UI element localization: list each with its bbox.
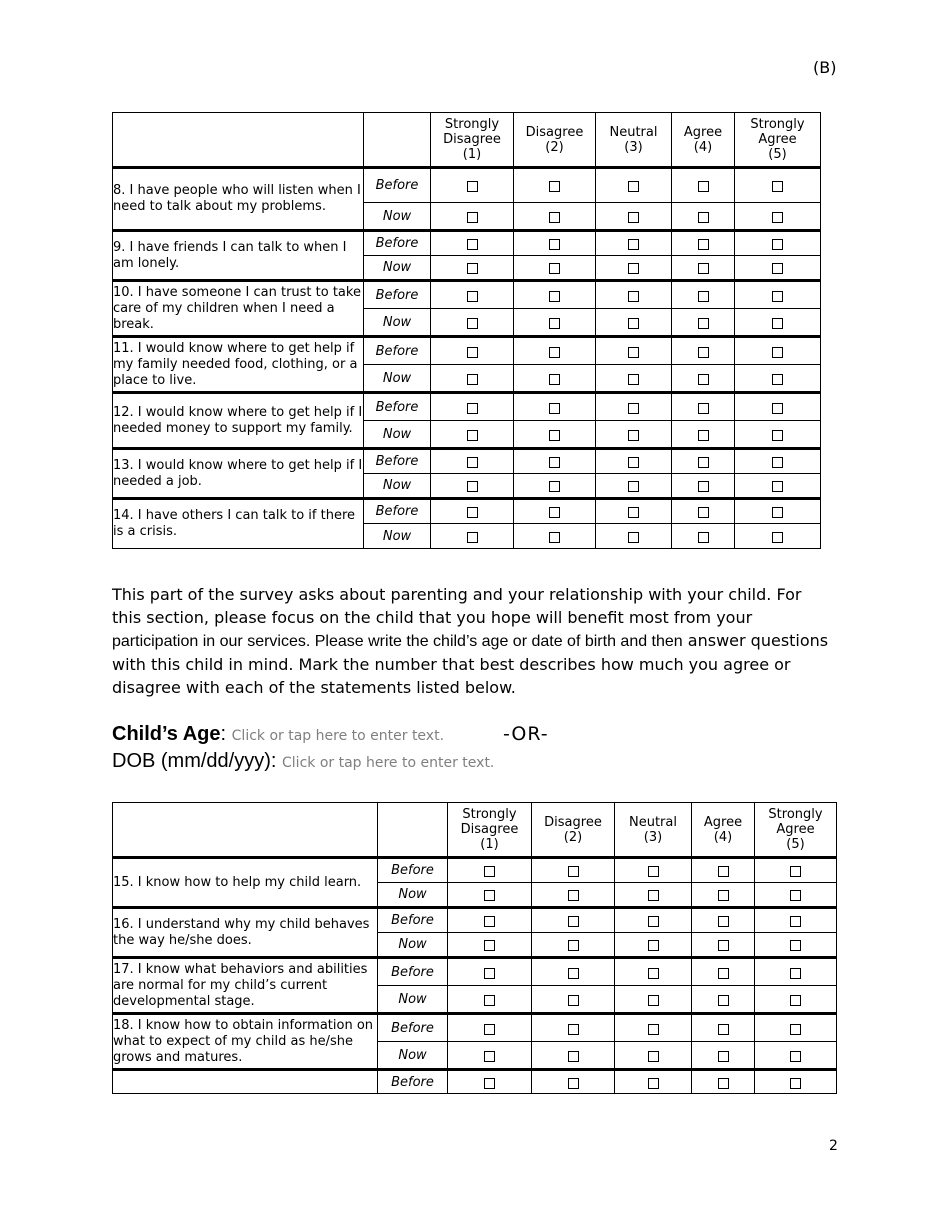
rating-checkbox[interactable] [467, 291, 478, 302]
before-label: Before [378, 908, 448, 933]
rating-checkbox[interactable] [772, 263, 783, 274]
rating-checkbox[interactable] [772, 181, 783, 192]
rating-checkbox[interactable] [698, 457, 709, 468]
child-age-label: Child’s Age [112, 723, 221, 745]
statement-text: 18. I know how to obtain information on what to expect of my child as he/she grows and matures. [113, 1014, 378, 1070]
rating-checkbox[interactable] [467, 347, 478, 358]
rating-checkbox[interactable] [628, 291, 639, 302]
table-header-row [113, 113, 821, 168]
rating-checkbox[interactable] [467, 403, 478, 414]
rating-checkbox[interactable] [772, 430, 783, 441]
rating-checkbox[interactable] [790, 1078, 801, 1089]
rating-checkbox[interactable] [484, 940, 495, 951]
table-row [113, 393, 821, 421]
rating-checkbox[interactable] [484, 968, 495, 979]
table-row [113, 281, 821, 309]
dob-input[interactable]: Click or tap here to enter text. [282, 755, 495, 771]
rating-checkbox[interactable] [549, 457, 560, 468]
rating-checkbox[interactable] [698, 374, 709, 385]
before-label: Before [364, 337, 431, 365]
rating-checkbox[interactable] [772, 291, 783, 302]
rating-checkbox[interactable] [772, 239, 783, 250]
rating-checkbox[interactable] [467, 507, 478, 518]
before-label: Before [364, 393, 431, 421]
rating-checkbox[interactable] [698, 347, 709, 358]
rating-checkbox[interactable] [648, 1024, 659, 1035]
blank-statement-cell [113, 1070, 378, 1094]
rating-checkbox[interactable] [568, 866, 579, 877]
rating-checkbox[interactable] [549, 239, 560, 250]
rating-checkbox[interactable] [628, 374, 639, 385]
rating-checkbox[interactable] [549, 481, 560, 492]
rating-checkbox[interactable] [790, 1024, 801, 1035]
rating-checkbox[interactable] [698, 481, 709, 492]
rating-checkbox[interactable] [549, 263, 560, 274]
rating-checkbox[interactable] [628, 430, 639, 441]
before-label: Before [364, 449, 431, 474]
header-blank [364, 113, 431, 168]
rating-checkbox[interactable] [549, 403, 560, 414]
rating-checkbox[interactable] [467, 263, 478, 274]
rating-checkbox[interactable] [772, 403, 783, 414]
rating-checkbox[interactable] [549, 430, 560, 441]
rating-checkbox[interactable] [648, 890, 659, 901]
rating-checkbox[interactable] [484, 916, 495, 927]
rating-checkbox[interactable] [698, 430, 709, 441]
table-row [113, 499, 821, 524]
support-survey-table-1 [112, 112, 821, 549]
child-dob-line [112, 748, 494, 776]
page-number: 2 [829, 1138, 838, 1154]
child-age-line: Child’s Age: Click or tap here to enter text. [112, 723, 445, 745]
rating-checkbox[interactable] [628, 318, 639, 329]
rating-checkbox[interactable] [718, 940, 729, 951]
rating-checkbox[interactable] [698, 263, 709, 274]
statement-text: 10. I have someone I can trust to take care of my children when I need a break. [113, 281, 364, 337]
now-label: Now [378, 933, 448, 958]
rating-checkbox[interactable] [467, 532, 478, 543]
table-row [113, 337, 821, 365]
rating-checkbox[interactable] [648, 968, 659, 979]
before-label: Before [378, 958, 448, 986]
rating-checkbox[interactable] [484, 1051, 495, 1062]
rating-checkbox[interactable] [698, 403, 709, 414]
header-neutral: Neutral (3) [596, 113, 672, 168]
rating-checkbox[interactable] [698, 318, 709, 329]
rating-checkbox[interactable] [698, 507, 709, 518]
rating-checkbox[interactable] [549, 374, 560, 385]
rating-checkbox[interactable] [628, 347, 639, 358]
rating-checkbox[interactable] [467, 457, 478, 468]
rating-checkbox[interactable] [790, 890, 801, 901]
rating-checkbox[interactable] [467, 374, 478, 385]
rating-checkbox[interactable] [467, 239, 478, 250]
table-row [113, 858, 837, 883]
rating-checkbox[interactable] [718, 916, 729, 927]
rating-checkbox[interactable] [698, 532, 709, 543]
rating-checkbox[interactable] [628, 403, 639, 414]
now-label: Now [364, 421, 431, 449]
rating-checkbox[interactable] [772, 318, 783, 329]
header-blank [113, 803, 378, 858]
header-strongly-disagree: Strongly Disagree (1) [431, 113, 514, 168]
rating-checkbox[interactable] [628, 212, 639, 223]
rating-checkbox[interactable] [568, 890, 579, 901]
rating-checkbox[interactable] [484, 866, 495, 877]
rating-checkbox[interactable] [718, 1078, 729, 1089]
rating-checkbox[interactable] [568, 968, 579, 979]
rating-checkbox[interactable] [549, 507, 560, 518]
header-blank [378, 803, 448, 858]
rating-checkbox[interactable] [698, 239, 709, 250]
now-label: Now [364, 309, 431, 337]
header-strongly-disagree: Strongly Disagree (1) [448, 803, 532, 858]
before-label: Before [378, 1070, 448, 1094]
now-label: Now [364, 256, 431, 281]
rating-checkbox[interactable] [484, 995, 495, 1006]
rating-checkbox[interactable] [718, 866, 729, 877]
rating-checkbox[interactable] [648, 866, 659, 877]
before-label: Before [364, 168, 431, 203]
rating-checkbox[interactable] [698, 212, 709, 223]
header-strongly-agree: Strongly Agree (5) [755, 803, 837, 858]
statement-text: 17. I know what behaviors and abilities are normal for my child’s current developmental stage. [113, 958, 378, 1014]
rating-checkbox[interactable] [648, 1078, 659, 1089]
rating-checkbox[interactable] [772, 212, 783, 223]
intro-text-part3: answer questions with this child in mind. Mark the number that best describes how much you agree or disagree with each of the statements listed below. [112, 631, 829, 697]
now-label: Now [378, 1042, 448, 1070]
table-row [113, 908, 837, 933]
rating-checkbox[interactable] [484, 1024, 495, 1035]
dob-label: DOB (mm/dd/yyy): [112, 750, 277, 772]
table-row [113, 1014, 837, 1042]
header-strongly-agree: Strongly Agree (5) [735, 113, 821, 168]
rating-checkbox[interactable] [772, 347, 783, 358]
rating-checkbox[interactable] [790, 866, 801, 877]
before-label: Before [378, 858, 448, 883]
header-agree: Agree (4) [672, 113, 735, 168]
parenting-section-intro [112, 583, 832, 699]
rating-checkbox[interactable] [718, 995, 729, 1006]
table-header-row [113, 803, 837, 858]
header-blank [113, 113, 364, 168]
table-row [113, 449, 821, 474]
rating-checkbox[interactable] [772, 507, 783, 518]
now-label: Now [378, 883, 448, 908]
rating-checkbox[interactable] [628, 532, 639, 543]
rating-checkbox[interactable] [568, 940, 579, 951]
now-label: Now [364, 474, 431, 499]
parenting-survey-table-2 [112, 802, 837, 1094]
rating-checkbox[interactable] [628, 457, 639, 468]
rating-checkbox[interactable] [790, 968, 801, 979]
rating-checkbox[interactable] [648, 916, 659, 927]
rating-checkbox[interactable] [628, 181, 639, 192]
rating-checkbox[interactable] [772, 374, 783, 385]
rating-checkbox[interactable] [628, 507, 639, 518]
rating-checkbox[interactable] [772, 457, 783, 468]
header-agree: Agree (4) [692, 803, 755, 858]
rating-checkbox[interactable] [467, 318, 478, 329]
rating-checkbox[interactable] [628, 263, 639, 274]
rating-checkbox[interactable] [484, 890, 495, 901]
statement-text: 13. I would know where to get help if I needed a job. [113, 449, 364, 499]
now-label: Now [364, 365, 431, 393]
rating-checkbox[interactable] [467, 481, 478, 492]
header-disagree: Disagree (2) [532, 803, 615, 858]
before-label: Before [378, 1014, 448, 1042]
rating-checkbox[interactable] [648, 995, 659, 1006]
now-label: Now [378, 986, 448, 1014]
rating-checkbox[interactable] [568, 995, 579, 1006]
now-label: Now [364, 524, 431, 549]
before-label: Before [364, 499, 431, 524]
rating-checkbox[interactable] [628, 481, 639, 492]
table-row [113, 958, 837, 986]
rating-checkbox[interactable] [484, 1078, 495, 1089]
rating-checkbox[interactable] [568, 1078, 579, 1089]
statement-text: 15. I know how to help my child learn. [113, 858, 378, 908]
rating-checkbox[interactable] [772, 532, 783, 543]
now-label: Now [364, 203, 431, 231]
statement-text: 12. I would know where to get help if I needed money to support my family. [113, 393, 364, 449]
rating-checkbox[interactable] [467, 430, 478, 441]
statement-text: 8. I have people who will listen when I need to talk about my problems. [113, 168, 364, 231]
rating-checkbox[interactable] [549, 532, 560, 543]
rating-checkbox[interactable] [467, 181, 478, 192]
before-label: Before [364, 281, 431, 309]
rating-checkbox[interactable] [790, 916, 801, 927]
rating-checkbox[interactable] [648, 1051, 659, 1062]
rating-checkbox[interactable] [718, 1051, 729, 1062]
rating-checkbox[interactable] [698, 291, 709, 302]
rating-checkbox[interactable] [790, 1051, 801, 1062]
child-age-input[interactable]: Click or tap here to enter text. [231, 728, 445, 744]
rating-checkbox[interactable] [648, 940, 659, 951]
header-disagree: Disagree (2) [514, 113, 596, 168]
rating-checkbox[interactable] [568, 916, 579, 927]
statement-text: 11. I would know where to get help if my family needed food, clothing, or a place to live. [113, 337, 364, 393]
table-row [113, 168, 821, 203]
table-row [113, 231, 821, 256]
rating-checkbox[interactable] [698, 181, 709, 192]
table-row [113, 1070, 837, 1094]
rating-checkbox[interactable] [772, 481, 783, 492]
rating-checkbox[interactable] [628, 239, 639, 250]
rating-checkbox[interactable] [718, 890, 729, 901]
before-label: Before [364, 231, 431, 256]
header-neutral: Neutral (3) [615, 803, 692, 858]
rating-checkbox[interactable] [790, 995, 801, 1006]
rating-checkbox[interactable] [549, 318, 560, 329]
intro-text-part1: This part of the survey asks about parenting and your relationship with your child. For this section, please focus on the child that you hope will benefit most from your [112, 585, 802, 627]
rating-checkbox[interactable] [549, 181, 560, 192]
rating-checkbox[interactable] [790, 940, 801, 951]
rating-checkbox[interactable] [718, 1024, 729, 1035]
intro-text-part2: participation in our services. Please write the child’s age or date of birth and then [112, 633, 683, 650]
or-separator: -OR- [503, 723, 549, 745]
statement-text: 14. I have others I can talk to if there is a crisis. [113, 499, 364, 549]
rating-checkbox[interactable] [718, 968, 729, 979]
statement-text: 9. I have friends I can talk to when I am lonely. [113, 231, 364, 281]
rating-checkbox[interactable] [549, 291, 560, 302]
statement-text: 16. I understand why my child behaves the way he/she does. [113, 908, 378, 958]
rating-checkbox[interactable] [568, 1024, 579, 1035]
rating-checkbox[interactable] [467, 212, 478, 223]
form-version-label: (B) [813, 58, 837, 77]
rating-checkbox[interactable] [549, 212, 560, 223]
rating-checkbox[interactable] [549, 347, 560, 358]
rating-checkbox[interactable] [568, 1051, 579, 1062]
